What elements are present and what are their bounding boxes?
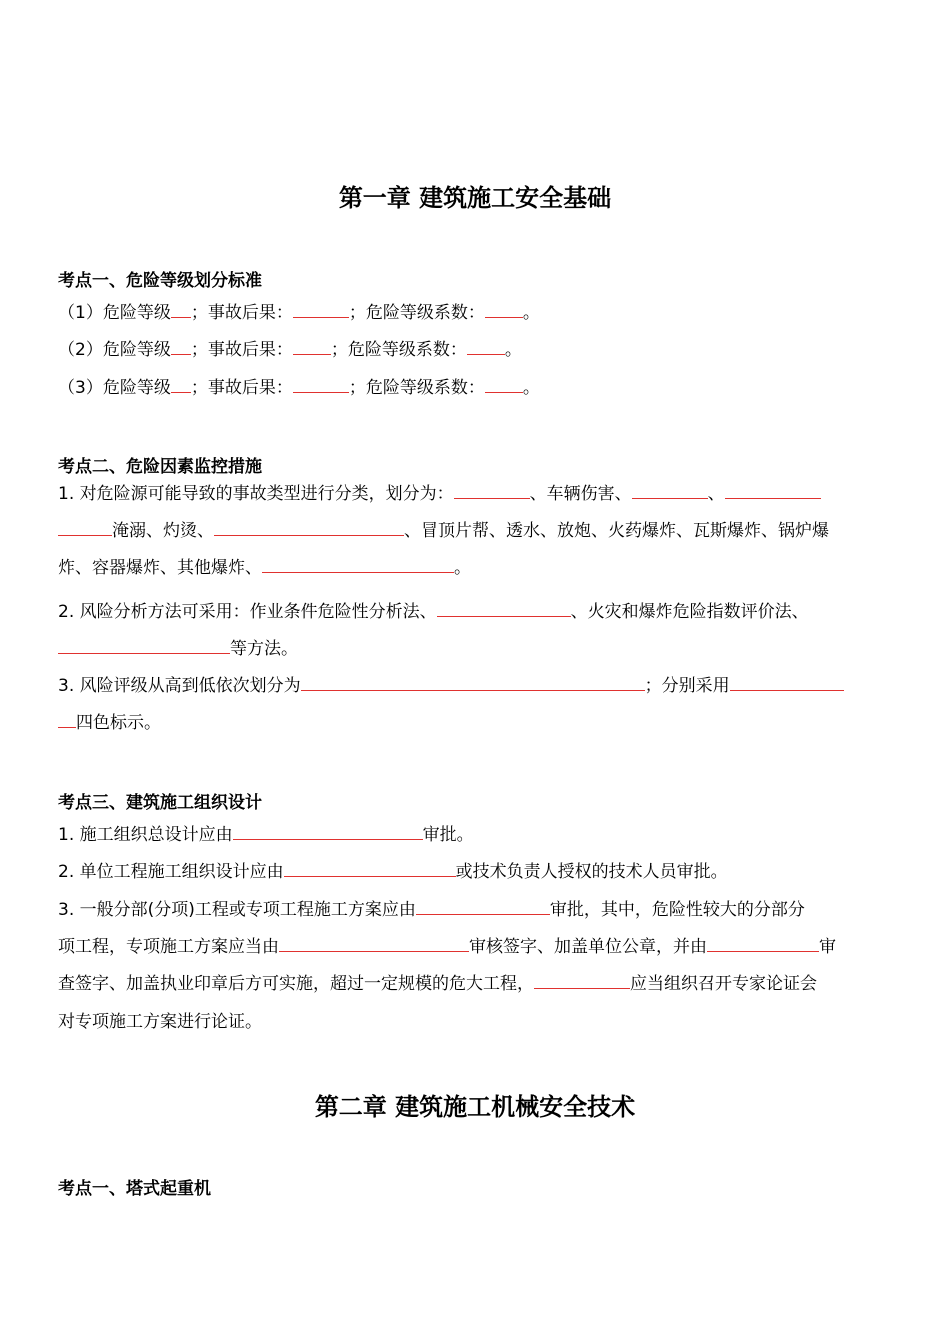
blank	[262, 554, 454, 573]
chapter-1-title: 第一章 建筑施工安全基础	[338, 184, 612, 212]
blank	[293, 299, 349, 318]
risk-method-line-1: 2. 风险分析方法可采用：作业条件危险性分析法、 、火灾和爆炸危险指数评价法、	[58, 598, 809, 626]
risk-rating-line-2: 四色标示。	[58, 709, 161, 737]
blank	[454, 480, 530, 499]
section-heading-1: 考点一、危险等级划分标准	[58, 271, 262, 291]
org-design-line-3: 3. 一般分部(分项)工程或专项工程施工方案应由 审批，其中，危险性较大的分部分	[58, 896, 805, 924]
section-heading-3: 考点三、建筑施工组织设计	[58, 793, 262, 813]
blank	[58, 709, 76, 728]
danger-level-line-2: （2）危险等级 ；事故后果： ；危险等级系数： 。	[58, 336, 522, 364]
blank	[171, 299, 191, 318]
section-heading-2: 考点二、危险因素监控措施	[58, 457, 262, 477]
blank	[725, 480, 821, 499]
blank	[534, 970, 630, 989]
blank	[58, 517, 112, 536]
hazard-paragraph-line-3: 炸、容器爆炸、其他爆炸、 。	[58, 554, 471, 582]
org-design-line-6: 对专项施工方案进行论证。	[58, 1012, 262, 1032]
blank	[293, 336, 331, 355]
blank	[214, 517, 404, 536]
blank	[233, 821, 423, 840]
blank	[416, 896, 550, 915]
hazard-paragraph-line-2: 淹溺、灼烫、 、冒顶片帮、透水、放炮、火药爆炸、瓦斯爆炸、锅炉爆	[58, 517, 829, 545]
org-design-line-2: 2. 单位工程施工组织设计应由 或技术负责人授权的技术人员审批。	[58, 858, 728, 886]
hazard-paragraph-line-1: 1. 对危险源可能导致的事故类型进行分类，划分为： 、车辆伤害、 、	[58, 480, 821, 508]
org-design-line-5: 查签字、加盖执业印章后方可实施，超过一定规模的危大工程， 应当组织召开专家论证会	[58, 970, 817, 998]
blank	[730, 672, 844, 691]
chapter-2-title: 第二章 建筑施工机械安全技术	[314, 1093, 636, 1121]
blank	[301, 672, 645, 691]
danger-level-line-1: （1）危险等级 ；事故后果： ；危险等级系数： 。	[58, 299, 540, 327]
blank	[632, 480, 708, 499]
blank	[485, 374, 523, 393]
blank	[437, 598, 571, 617]
blank	[485, 299, 523, 318]
blank	[58, 635, 230, 654]
blank	[171, 336, 191, 355]
blank	[171, 374, 191, 393]
blank	[707, 933, 819, 952]
danger-level-line-3: （3）危险等级 ；事故后果： ；危险等级系数： 。	[58, 374, 540, 402]
section-heading-2-1: 考点一、塔式起重机	[58, 1179, 211, 1199]
blank	[467, 336, 505, 355]
risk-method-line-2: 等方法。	[58, 635, 298, 663]
org-design-line-4: 项工程，专项施工方案应当由 审核签字、加盖单位公章，并由 审	[58, 933, 836, 961]
risk-rating-line-1: 3. 风险评级从高到低依次划分为 ；分别采用	[58, 672, 844, 700]
blank	[284, 858, 456, 877]
blank	[279, 933, 469, 952]
org-design-line-1: 1. 施工组织总设计应由 审批。	[58, 821, 474, 849]
blank	[293, 374, 349, 393]
